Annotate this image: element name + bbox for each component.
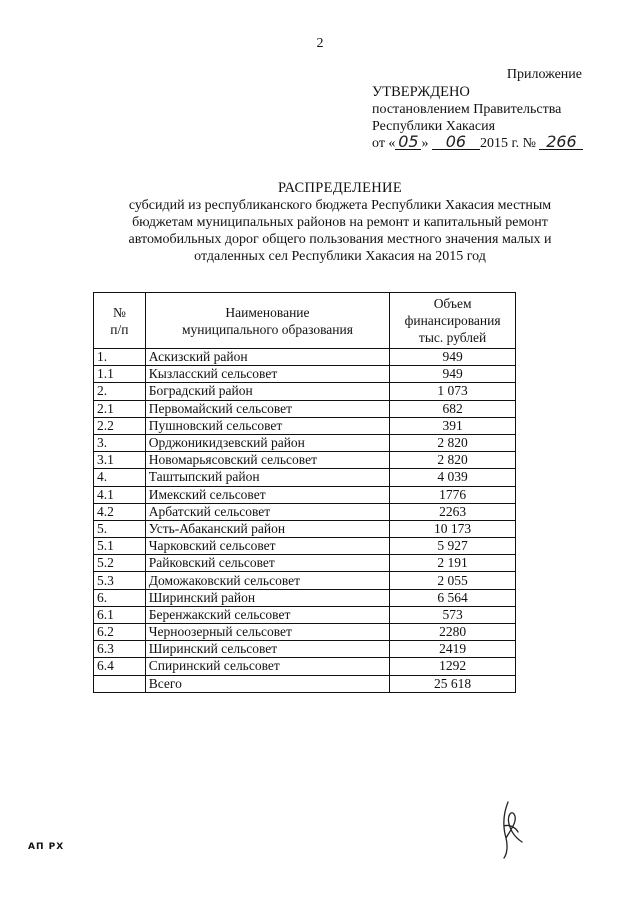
row-name-cell: Всего — [145, 675, 389, 692]
page-number: 2 — [316, 36, 324, 51]
row-number-cell: 5.1 — [94, 538, 146, 555]
header-amount — [390, 293, 516, 349]
date-mid: » — [421, 136, 429, 151]
table-row — [94, 434, 516, 451]
row-amount-cell: 682 — [390, 400, 516, 417]
header-number-line-1: № — [112, 304, 126, 320]
appendix-label: Приложение — [506, 67, 582, 82]
header-amount-line-3: тыс. рублей — [418, 330, 487, 345]
row-amount-cell: 1 073 — [390, 383, 516, 400]
row-amount-cell: 10 173 — [390, 520, 516, 537]
header-name-line-1: Наименование — [225, 304, 310, 320]
row-number-cell: 5.2 — [94, 555, 146, 572]
table-row — [94, 675, 516, 692]
table-row — [94, 366, 516, 383]
header-amount-line-2: финансирования — [404, 313, 501, 328]
title-line-2: бюджетам муниципальных районов на ремонт и капитальный ремонт — [132, 215, 548, 230]
date-year: 2015 г. — [479, 136, 520, 151]
table-row — [94, 417, 516, 434]
decree-line-1: постановлением Правительства — [372, 102, 562, 117]
decree-date-line — [372, 132, 583, 152]
row-name-cell: Арбатский сельсовет — [145, 503, 389, 520]
row-amount-cell: 391 — [390, 417, 516, 434]
table-row — [94, 624, 516, 641]
row-number-cell: 2. — [94, 383, 146, 400]
table-header-row — [94, 293, 516, 349]
row-name-cell: Ширинский сельсовет — [145, 641, 389, 658]
row-number-cell: 2.1 — [94, 400, 146, 417]
table-row — [94, 503, 516, 520]
table-row — [94, 349, 516, 366]
row-amount-cell: 949 — [390, 349, 516, 366]
row-name-cell: Аскизский район — [145, 349, 389, 366]
row-number-cell: 3.1 — [94, 452, 146, 469]
row-number-cell — [94, 675, 146, 692]
row-number-cell: 3. — [94, 434, 146, 451]
row-amount-cell: 6 564 — [390, 589, 516, 606]
row-amount-cell: 5 927 — [390, 538, 516, 555]
header-number — [94, 293, 146, 349]
table-row — [94, 520, 516, 537]
row-number-cell: 6.2 — [94, 624, 146, 641]
row-number-cell: 1.1 — [94, 366, 146, 383]
date-day: 05 — [395, 135, 421, 150]
table-row — [94, 383, 516, 400]
table-row — [94, 606, 516, 623]
table-row — [94, 589, 516, 606]
header-name — [145, 293, 389, 349]
row-amount-cell: 1776 — [390, 486, 516, 503]
table-row — [94, 486, 516, 503]
table-body — [94, 349, 516, 693]
approved-label: УТВЕРЖДЕНО — [372, 84, 470, 100]
footer-code: АП РХ — [28, 842, 65, 852]
date-month: 06 — [432, 135, 480, 150]
row-name-cell: Имекский сельсовет — [145, 486, 389, 503]
number-sign: № — [522, 136, 536, 151]
table-row — [94, 572, 516, 589]
row-amount-cell: 4 039 — [390, 469, 516, 486]
row-number-cell: 6. — [94, 589, 146, 606]
row-name-cell: Ширинский район — [145, 589, 389, 606]
row-name-cell: Таштыпский район — [145, 469, 389, 486]
row-number-cell: 5. — [94, 520, 146, 537]
distribution-table — [93, 292, 516, 693]
document-title — [100, 180, 580, 265]
row-number-cell: 4.1 — [94, 486, 146, 503]
table-row — [94, 469, 516, 486]
title-line-3: автомобильных дорог общего пользования местного значения малых и — [128, 232, 552, 247]
row-number-cell: 4. — [94, 469, 146, 486]
row-number-cell: 6.4 — [94, 658, 146, 675]
row-amount-cell: 2419 — [390, 641, 516, 658]
row-number-cell: 5.3 — [94, 572, 146, 589]
table-row — [94, 400, 516, 417]
row-amount-cell: 25 618 — [390, 675, 516, 692]
title-line-1: субсидий из республиканского бюджета Республики Хакасия местным — [128, 198, 552, 213]
row-amount-cell: 949 — [390, 366, 516, 383]
row-name-cell: Кызласский сельсовет — [145, 366, 389, 383]
header-name-line-2: муниципального образования — [182, 321, 353, 337]
row-amount-cell: 2 191 — [390, 555, 516, 572]
table-row — [94, 452, 516, 469]
row-number-cell: 4.2 — [94, 503, 146, 520]
approval-block — [372, 84, 583, 152]
title-heading: РАСПРЕДЕЛЕНИЕ — [278, 180, 402, 196]
header-amount-line-1: Объем — [433, 296, 472, 311]
row-name-cell: Спиринский сельсовет — [145, 658, 389, 675]
table-row — [94, 538, 516, 555]
table-row — [94, 641, 516, 658]
date-prefix: от « — [372, 136, 396, 151]
row-name-cell: Первомайский сельсовет — [145, 400, 389, 417]
row-amount-cell: 2 820 — [390, 452, 516, 469]
header-number-line-2: п/п — [110, 321, 129, 337]
row-amount-cell: 573 — [390, 606, 516, 623]
row-name-cell: Райковский сельсовет — [145, 555, 389, 572]
row-name-cell: Чарковский сельсовет — [145, 538, 389, 555]
row-name-cell: Боградский район — [145, 383, 389, 400]
signature-icon — [492, 798, 532, 860]
table-row — [94, 658, 516, 675]
row-amount-cell: 2280 — [390, 624, 516, 641]
row-name-cell: Черноозерный сельсовет — [145, 624, 389, 641]
row-name-cell: Усть-Абаканский район — [145, 520, 389, 537]
row-name-cell: Пушновский сельсовет — [145, 417, 389, 434]
row-amount-cell: 1292 — [390, 658, 516, 675]
title-line-4: отдаленных сел Республики Хакасия на 2015 год — [194, 249, 486, 264]
decree-number: 266 — [539, 135, 583, 150]
row-name-cell: Беренжакский сельсовет — [145, 606, 389, 623]
row-name-cell: Доможаковский сельсовет — [145, 572, 389, 589]
row-name-cell: Новомарьясовский сельсовет — [145, 452, 389, 469]
row-amount-cell: 2 055 — [390, 572, 516, 589]
row-amount-cell: 2263 — [390, 503, 516, 520]
row-name-cell: Орджоникидзевский район — [145, 434, 389, 451]
row-number-cell: 1. — [94, 349, 146, 366]
row-number-cell: 6.1 — [94, 606, 146, 623]
decree-line-2: Республики Хакасия — [372, 119, 496, 134]
table-row — [94, 555, 516, 572]
row-number-cell: 2.2 — [94, 417, 146, 434]
row-amount-cell: 2 820 — [390, 434, 516, 451]
row-number-cell: 6.3 — [94, 641, 146, 658]
